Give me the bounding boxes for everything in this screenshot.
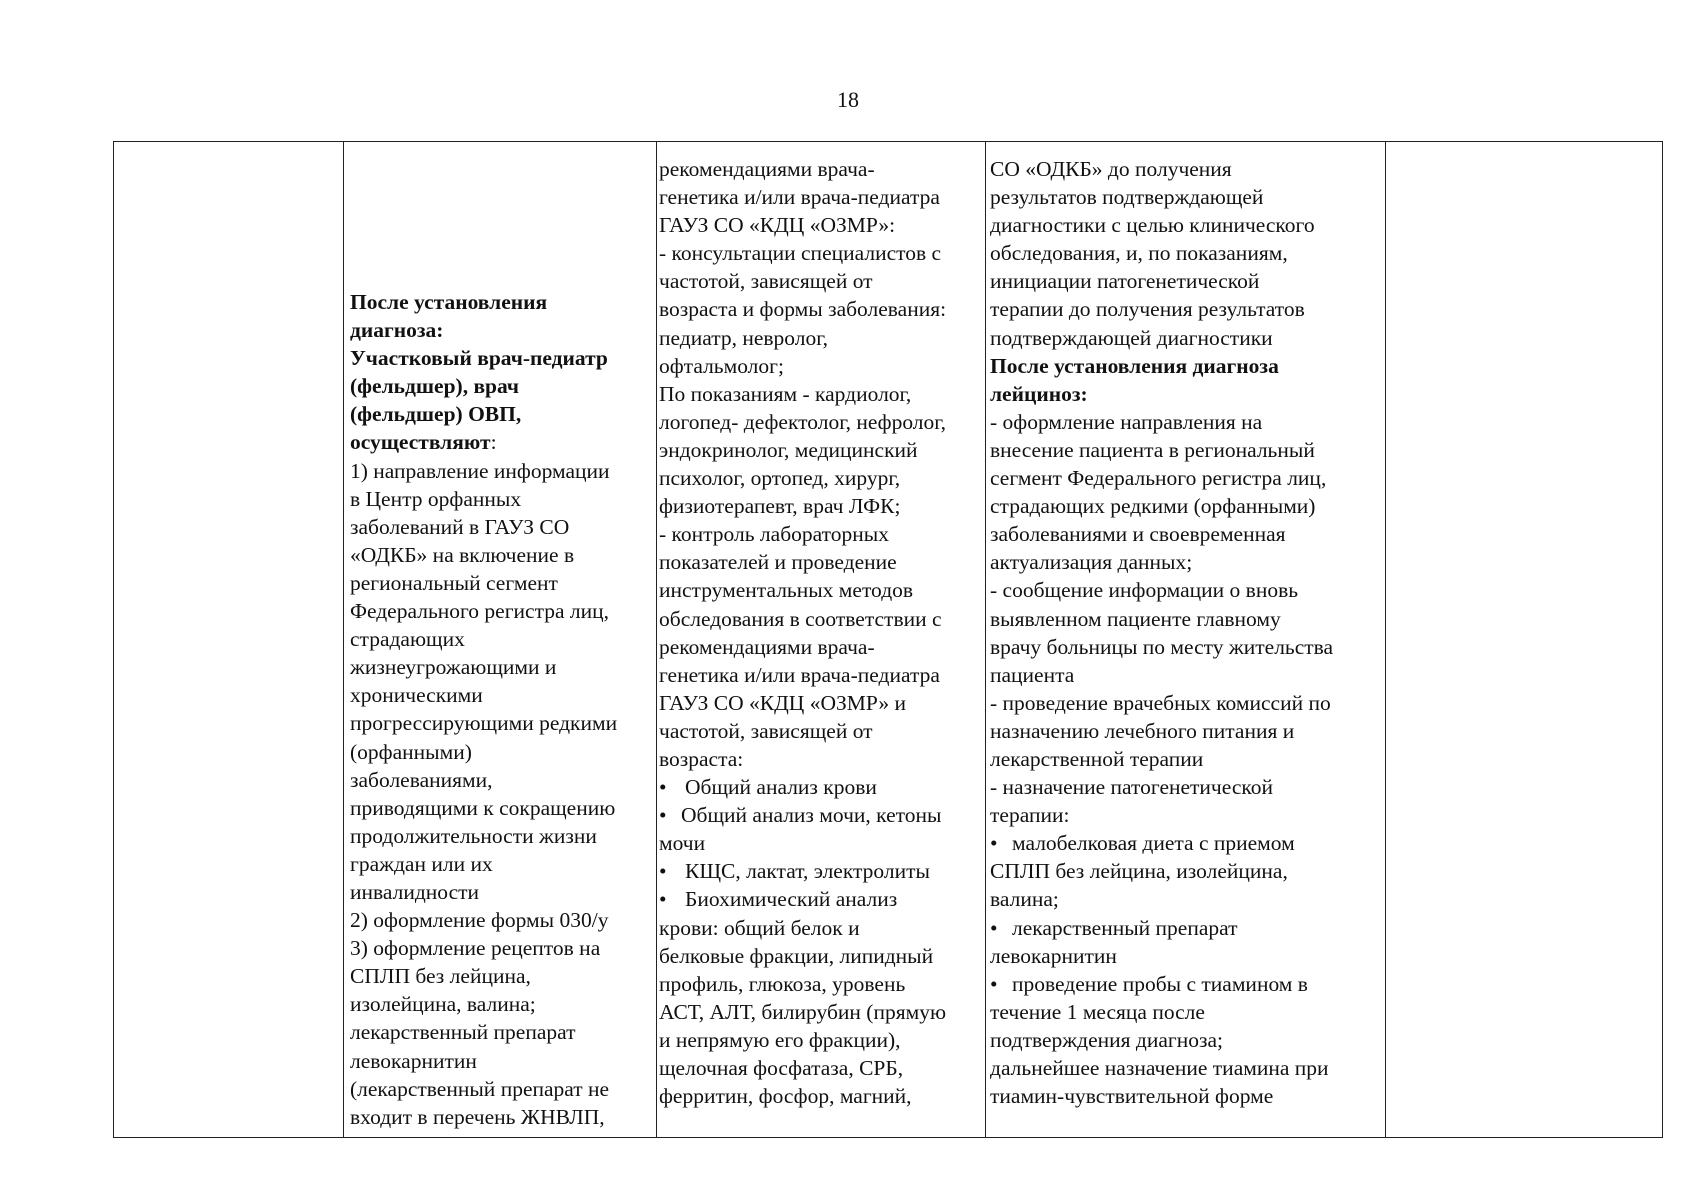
text-line: тиамин-чувствительной форме	[990, 1084, 1274, 1109]
text-line: - оформление направления на	[990, 409, 1263, 434]
text-line: инициации патогенетической	[990, 269, 1260, 294]
text-line: терапии до получения результатов	[990, 297, 1305, 322]
text-line: Участковый врач-педиатр	[350, 346, 608, 371]
text-line: пациента	[990, 662, 1075, 687]
text-line: профиль, глюкоза, уровень	[659, 971, 906, 996]
cell-2-content	[344, 142, 656, 1131]
text-line: внесение пациента в региональный	[990, 437, 1315, 462]
text-line: показателей и проведение	[659, 550, 897, 575]
text-line: подтверждающей диагностики	[990, 325, 1273, 350]
cell-2-heading-bold-word: осуществляют	[350, 430, 491, 455]
text-line: 2) оформление формы 030/у	[350, 908, 609, 933]
text-line: обследования в соответствии с	[659, 606, 942, 631]
text-line: СПЛП без лейцина, изолейцина,	[990, 859, 1288, 884]
text-line: терапии:	[990, 803, 1070, 828]
table-cell-3	[657, 142, 986, 1138]
cell-3-bullet-2: • Общий анализ мочи, кетоны	[659, 801, 983, 829]
text-line: офтальмолог;	[659, 353, 784, 378]
text-line: региональный сегмент	[350, 570, 558, 595]
text-line: эндокринолог, медицинский	[659, 437, 918, 462]
cell-4-bullet-3-continuation	[990, 998, 1381, 1110]
text-line: инструментальных методов	[659, 578, 914, 603]
text-line: заболеваний в ГАУЗ СО	[350, 514, 570, 539]
text-line: частотой, зависящей от	[659, 269, 873, 294]
table-cell-4	[986, 142, 1386, 1138]
text-line: ферритин, фосфор, магний,	[659, 1084, 912, 1109]
text-line: - сообщение информации о вновь	[990, 578, 1299, 603]
cell-2-body	[350, 457, 652, 1131]
text-line: «ОДКБ» на включение в	[350, 542, 575, 567]
text-line: страдающих редкими (орфанными)	[990, 494, 1316, 519]
text-line: сегмент Федерального регистра лиц,	[990, 466, 1327, 491]
cell-3-text-a	[659, 155, 983, 773]
cell-4-content	[986, 142, 1385, 1110]
text-line: генетика и/или врача-педиатра	[659, 185, 940, 210]
text-line: входит в перечень ЖНВЛП,	[350, 1104, 605, 1129]
cell-3-bullet-3: • КЩС, лактат, электролиты	[659, 857, 983, 885]
text-line: диагноза:	[350, 318, 444, 343]
text-line: жизнеугрожающими и	[350, 655, 557, 680]
cell-2-heading	[350, 288, 652, 428]
text-line: лейциноз:	[990, 381, 1088, 406]
text-line: - назначение патогенетической	[990, 775, 1273, 800]
text-line: рекомендациями врача-	[659, 157, 875, 181]
cell-3-content	[657, 142, 985, 1110]
text-line: белковые фракции, липидный	[659, 943, 934, 968]
text-line: страдающих	[350, 627, 465, 652]
text-line: психолог, ортопед, хирург,	[659, 466, 901, 491]
text-line: прогрессирующими редкими	[350, 711, 618, 736]
text-line: левокарнитин	[990, 943, 1117, 968]
cell-2-heading-last-line	[350, 428, 652, 456]
text-line: По показаниям - кардиолог,	[659, 381, 912, 406]
page-number: 18	[837, 87, 859, 112]
text-line: После установления диагноза	[990, 353, 1279, 378]
text-line: валина;	[990, 887, 1059, 912]
cell-4-text-b	[990, 408, 1381, 829]
text-line: приводящими к сокращению	[350, 795, 616, 820]
text-line: обследования, и, по показаниям,	[990, 241, 1288, 266]
text-line: педиатр, невролог,	[659, 325, 829, 350]
table-row	[114, 142, 1663, 1138]
table-cell-2	[344, 142, 657, 1138]
text-line: логопед- дефектолог, нефролог,	[659, 409, 947, 434]
text-line: - проведение врачебных комиссий по	[990, 690, 1331, 715]
text-line: (фельдшер) ОВП,	[350, 402, 522, 427]
text-line: назначению лечебного питания и	[990, 718, 1295, 743]
cell-3-bullet-4: • Биохимический анализ	[659, 885, 983, 913]
text-line: результатов подтверждающей	[990, 185, 1264, 210]
text-line: заболеваниями,	[350, 767, 493, 792]
text-line: АСТ, АЛТ, билирубин (прямую	[659, 999, 947, 1024]
text-line: СО «ОДКБ» до получения	[990, 157, 1232, 181]
cell-3-bullet-1: • Общий анализ крови	[659, 773, 983, 801]
text-line: частотой, зависящей от	[659, 718, 873, 743]
cell-4-bullet-1-continuation	[990, 857, 1381, 913]
cell-4-bullet-1: • малобелковая диета с приемом	[990, 829, 1381, 857]
text-line: (орфанными)	[350, 739, 472, 764]
cell-4-bullet-3: • проведение пробы с тиамином в	[990, 970, 1381, 998]
text-line: дальнейшее назначение тиамина при	[990, 1056, 1329, 1080]
text-line: (лекарственный препарат не	[350, 1076, 610, 1101]
text-line: лекарственной терапии	[990, 746, 1204, 771]
document-table	[113, 141, 1663, 1138]
table-cell-1	[114, 142, 344, 1138]
text-line: актуализация данных;	[990, 550, 1193, 575]
text-line: возраста и формы заболевания:	[659, 297, 947, 322]
text-line: лекарственный препарат	[350, 1020, 576, 1045]
text-line: крови: общий белок и	[659, 915, 860, 940]
text-line: 1) направление информации	[350, 458, 610, 483]
text-line: щелочная фосфатаза, СРБ,	[659, 1056, 904, 1080]
text-line: рекомендациями врача-	[659, 634, 875, 659]
text-line: выявленном пациенте главному	[990, 606, 1281, 631]
cell-3-bullet-2-continuation: мочи	[659, 831, 706, 856]
cell-4-bullet-2: • лекарственный препарат	[990, 914, 1381, 942]
text-line: левокарнитин	[350, 1048, 477, 1073]
table-cell-5	[1386, 142, 1663, 1138]
text-line: После установления	[350, 290, 548, 314]
cell-4-heading	[990, 352, 1381, 408]
cell-3-text-b	[659, 914, 983, 1111]
text-line: и непрямую его фракции),	[659, 1027, 901, 1052]
text-line: инвалидности	[350, 879, 480, 904]
text-line: хроническими	[350, 683, 483, 708]
text-line: физиотерапевт, врач ЛФК;	[659, 494, 901, 519]
text-line: ГАУЗ СО «КДЦ «ОЗМР»:	[659, 213, 896, 238]
text-line: подтверждения диагноза;	[990, 1027, 1223, 1052]
text-line: заболеваниями и своевременная	[990, 522, 1286, 547]
text-line: врачу больницы по месту жительства	[990, 634, 1334, 659]
text-line: диагностики с целью клинического	[990, 213, 1315, 238]
text-line: - контроль лабораторных	[659, 522, 889, 547]
text-line: продолжительности жизни	[350, 823, 597, 848]
cell-4-bullet-2-continuation	[990, 942, 1381, 970]
cell-2-heading-colon: :	[490, 430, 497, 455]
cell-4-text-a	[990, 155, 1381, 352]
text-line: - консультации специалистов с	[659, 241, 942, 266]
text-line: 3) оформление рецептов на	[350, 936, 601, 961]
text-line: в Центр орфанных	[350, 486, 522, 511]
text-line: ГАУЗ СО «КДЦ «ОЗМР» и	[659, 690, 906, 715]
text-line: граждан или их	[350, 851, 493, 876]
text-line: возраста:	[659, 746, 744, 771]
text-line: СПЛП без лейцина,	[350, 964, 531, 989]
text-line: генетика и/или врача-педиатра	[659, 662, 940, 687]
text-line: Федерального регистра лиц,	[350, 599, 610, 624]
text-line: течение 1 месяца после	[990, 999, 1205, 1024]
text-line: изолейцина, валина;	[350, 992, 536, 1017]
text-line: (фельдшер), врач	[350, 374, 520, 399]
